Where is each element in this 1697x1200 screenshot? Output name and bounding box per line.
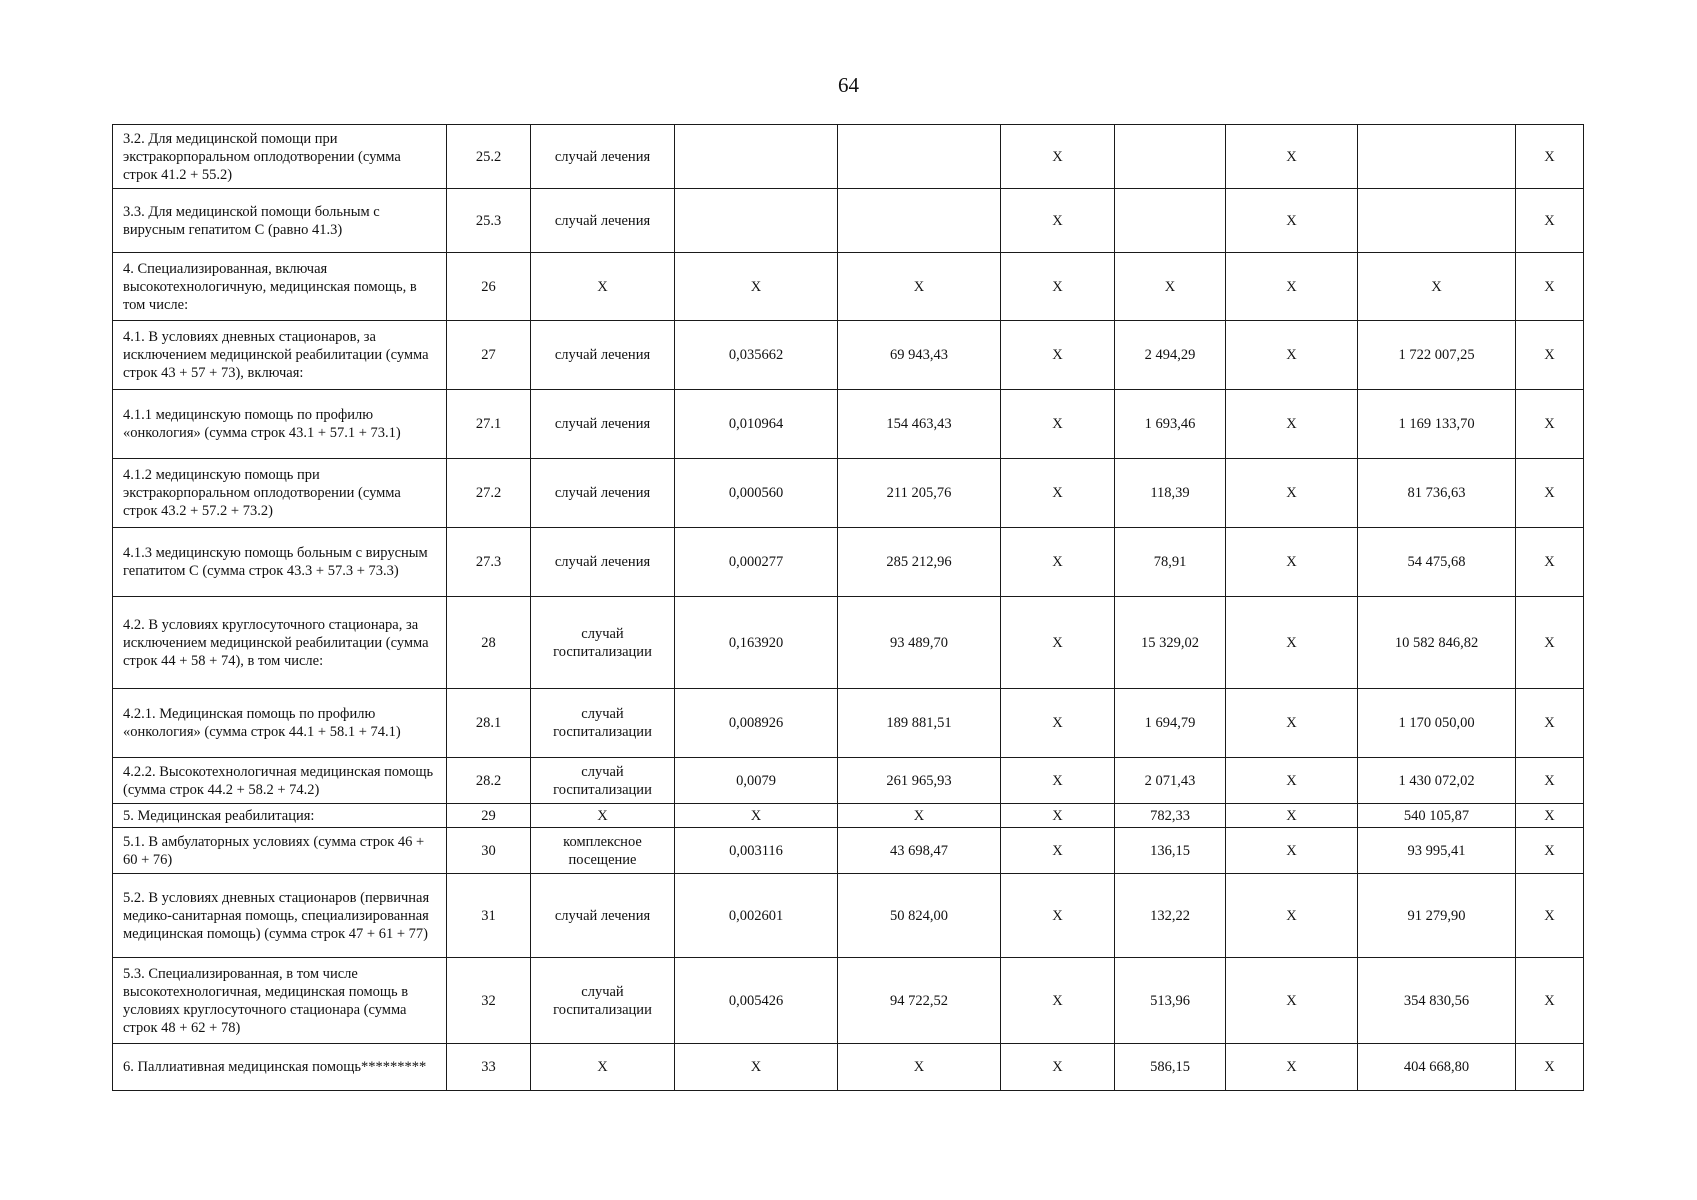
- value-cell-4: 15 329,02: [1115, 597, 1226, 689]
- value-cell-1: 0,035662: [675, 321, 838, 390]
- value-cell-5: Х: [1226, 390, 1358, 459]
- unit-cell: случай лечения: [531, 528, 675, 597]
- value-cell-7: Х: [1516, 459, 1584, 528]
- value-cell-7: Х: [1516, 958, 1584, 1044]
- value-cell-3: Х: [1001, 253, 1115, 321]
- unit-cell: случай госпитализации: [531, 689, 675, 758]
- value-cell-7: Х: [1516, 125, 1584, 189]
- value-cell-1: 0,002601: [675, 874, 838, 958]
- value-cell-7: Х: [1516, 758, 1584, 804]
- value-cell-7: Х: [1516, 689, 1584, 758]
- table-row: [113, 828, 1584, 874]
- value-cell-6: 540 105,87: [1358, 804, 1516, 828]
- table-row: [113, 689, 1584, 758]
- row-name-cell: 4. Специализированная, включая высокотехнологичную, медицинская помощь, в том числе:: [113, 253, 447, 321]
- table-body: [113, 125, 1584, 1091]
- row-number-cell: 27.3: [447, 528, 531, 597]
- row-number-cell: 32: [447, 958, 531, 1044]
- table-row: [113, 125, 1584, 189]
- row-name-cell: 5.3. Специализированная, в том числе высокотехнологичная, медицинская помощь в условиях круглосуточного стационара (сумма строк 48 + 62 + 78): [113, 958, 447, 1044]
- value-cell-2: 43 698,47: [838, 828, 1001, 874]
- table-row: [113, 597, 1584, 689]
- value-cell-5: Х: [1226, 459, 1358, 528]
- value-cell-5: Х: [1226, 597, 1358, 689]
- value-cell-4: 782,33: [1115, 804, 1226, 828]
- value-cell-2: 189 881,51: [838, 689, 1001, 758]
- value-cell-5: Х: [1226, 321, 1358, 390]
- unit-cell: Х: [531, 804, 675, 828]
- value-cell-3: Х: [1001, 874, 1115, 958]
- value-cell-4: 586,15: [1115, 1044, 1226, 1091]
- row-number-cell: 26: [447, 253, 531, 321]
- value-cell-3: Х: [1001, 528, 1115, 597]
- table-row: [113, 459, 1584, 528]
- page-number: 64: [838, 73, 859, 97]
- value-cell-4: [1115, 125, 1226, 189]
- value-cell-3: Х: [1001, 390, 1115, 459]
- row-name-cell: 4.1.2 медицинскую помощь при экстракорпоральном оплодотворении (сумма строк 43.2 + 57.2 + 73.2): [113, 459, 447, 528]
- value-cell-3: Х: [1001, 125, 1115, 189]
- value-cell-4: 132,22: [1115, 874, 1226, 958]
- unit-cell: случай лечения: [531, 459, 675, 528]
- value-cell-5: Х: [1226, 1044, 1358, 1091]
- value-cell-1: Х: [675, 1044, 838, 1091]
- value-cell-2: Х: [838, 1044, 1001, 1091]
- unit-cell: комплексное посещение: [531, 828, 675, 874]
- value-cell-4: Х: [1115, 253, 1226, 321]
- value-cell-2: 154 463,43: [838, 390, 1001, 459]
- value-cell-5: Х: [1226, 828, 1358, 874]
- value-cell-1: Х: [675, 253, 838, 321]
- value-cell-3: Х: [1001, 804, 1115, 828]
- row-number-cell: 27.2: [447, 459, 531, 528]
- row-name-cell: 3.2. Для медицинской помощи при экстракорпоральном оплодотворении (сумма строк 41.2 + 55.2): [113, 125, 447, 189]
- value-cell-2: 261 965,93: [838, 758, 1001, 804]
- row-name-cell: 6. Паллиативная медицинская помощь*********: [113, 1044, 447, 1091]
- row-number-cell: 28: [447, 597, 531, 689]
- value-cell-5: Х: [1226, 189, 1358, 253]
- row-number-cell: 27.1: [447, 390, 531, 459]
- value-cell-6: [1358, 189, 1516, 253]
- row-name-cell: 4.1.3 медицинскую помощь больным с вирусным гепатитом С (сумма строк 43.3 + 57.3 + 73.3): [113, 528, 447, 597]
- value-cell-3: Х: [1001, 689, 1115, 758]
- row-name-cell: 4.1.1 медицинскую помощь по профилю «онкология» (сумма строк 43.1 + 57.1 + 73.1): [113, 390, 447, 459]
- unit-cell: Х: [531, 1044, 675, 1091]
- row-number-cell: 25.3: [447, 189, 531, 253]
- value-cell-4: 118,39: [1115, 459, 1226, 528]
- value-cell-4: 2 071,43: [1115, 758, 1226, 804]
- data-table: [112, 124, 1584, 1091]
- table-row: [113, 321, 1584, 390]
- value-cell-1: 0,008926: [675, 689, 838, 758]
- value-cell-6: 1 430 072,02: [1358, 758, 1516, 804]
- row-number-cell: 30: [447, 828, 531, 874]
- table-row: [113, 528, 1584, 597]
- value-cell-4: 78,91: [1115, 528, 1226, 597]
- table-row: [113, 390, 1584, 459]
- value-cell-5: Х: [1226, 689, 1358, 758]
- value-cell-3: Х: [1001, 758, 1115, 804]
- value-cell-2: 211 205,76: [838, 459, 1001, 528]
- row-number-cell: 33: [447, 1044, 531, 1091]
- value-cell-6: 1 170 050,00: [1358, 689, 1516, 758]
- value-cell-7: Х: [1516, 528, 1584, 597]
- value-cell-6: 404 668,80: [1358, 1044, 1516, 1091]
- value-cell-2: [838, 189, 1001, 253]
- table-row: [113, 758, 1584, 804]
- row-name-cell: 4.2. В условиях круглосуточного стационара, за исключением медицинской реабилитации (сумма строк 44 + 58 + 74), в том числе:: [113, 597, 447, 689]
- row-name-cell: 4.2.2. Высокотехнологичная медицинская помощь (сумма строк 44.2 + 58.2 + 74.2): [113, 758, 447, 804]
- value-cell-3: Х: [1001, 321, 1115, 390]
- value-cell-6: 1 169 133,70: [1358, 390, 1516, 459]
- value-cell-4: 1 693,46: [1115, 390, 1226, 459]
- value-cell-5: Х: [1226, 125, 1358, 189]
- value-cell-5: Х: [1226, 804, 1358, 828]
- value-cell-4: 2 494,29: [1115, 321, 1226, 390]
- table-row: [113, 804, 1584, 828]
- value-cell-2: 69 943,43: [838, 321, 1001, 390]
- value-cell-7: Х: [1516, 253, 1584, 321]
- value-cell-2: Х: [838, 804, 1001, 828]
- table-row: [113, 874, 1584, 958]
- value-cell-2: 93 489,70: [838, 597, 1001, 689]
- row-number-cell: 28.1: [447, 689, 531, 758]
- row-number-cell: 31: [447, 874, 531, 958]
- value-cell-6: 1 722 007,25: [1358, 321, 1516, 390]
- value-cell-1: Х: [675, 804, 838, 828]
- unit-cell: случай лечения: [531, 321, 675, 390]
- value-cell-1: [675, 125, 838, 189]
- row-name-cell: 3.3. Для медицинской помощи больным с вирусным гепатитом С (равно 41.3): [113, 189, 447, 253]
- value-cell-6: 354 830,56: [1358, 958, 1516, 1044]
- value-cell-1: 0,003116: [675, 828, 838, 874]
- table-row: [113, 1044, 1584, 1091]
- value-cell-3: Х: [1001, 597, 1115, 689]
- value-cell-5: Х: [1226, 874, 1358, 958]
- unit-cell: случай лечения: [531, 390, 675, 459]
- value-cell-2: 285 212,96: [838, 528, 1001, 597]
- value-cell-1: 0,000560: [675, 459, 838, 528]
- value-cell-7: Х: [1516, 390, 1584, 459]
- row-number-cell: 25.2: [447, 125, 531, 189]
- value-cell-7: Х: [1516, 828, 1584, 874]
- value-cell-1: 0,0079: [675, 758, 838, 804]
- value-cell-2: Х: [838, 253, 1001, 321]
- value-cell-2: 94 722,52: [838, 958, 1001, 1044]
- value-cell-3: Х: [1001, 828, 1115, 874]
- unit-cell: случай госпитализации: [531, 758, 675, 804]
- value-cell-2: 50 824,00: [838, 874, 1001, 958]
- row-name-cell: 5. Медицинская реабилитация:: [113, 804, 447, 828]
- unit-cell: случай госпитализации: [531, 958, 675, 1044]
- value-cell-7: Х: [1516, 874, 1584, 958]
- row-number-cell: 29: [447, 804, 531, 828]
- value-cell-5: Х: [1226, 958, 1358, 1044]
- value-cell-6: 93 995,41: [1358, 828, 1516, 874]
- value-cell-7: Х: [1516, 321, 1584, 390]
- unit-cell: случай лечения: [531, 189, 675, 253]
- table-row: [113, 253, 1584, 321]
- value-cell-6: 91 279,90: [1358, 874, 1516, 958]
- value-cell-7: Х: [1516, 597, 1584, 689]
- value-cell-4: 1 694,79: [1115, 689, 1226, 758]
- value-cell-3: Х: [1001, 1044, 1115, 1091]
- value-cell-6: [1358, 125, 1516, 189]
- value-cell-6: Х: [1358, 253, 1516, 321]
- value-cell-1: [675, 189, 838, 253]
- value-cell-5: Х: [1226, 528, 1358, 597]
- row-number-cell: 28.2: [447, 758, 531, 804]
- unit-cell: случай госпитализации: [531, 597, 675, 689]
- unit-cell: случай лечения: [531, 125, 675, 189]
- value-cell-2: [838, 125, 1001, 189]
- table-row: [113, 189, 1584, 253]
- value-cell-7: Х: [1516, 804, 1584, 828]
- row-name-cell: 4.1. В условиях дневных стационаров, за исключением медицинской реабилитации (сумма строк 43 + 57 + 73), включая:: [113, 321, 447, 390]
- value-cell-5: Х: [1226, 758, 1358, 804]
- value-cell-7: Х: [1516, 1044, 1584, 1091]
- table-row: [113, 958, 1584, 1044]
- row-name-cell: 5.1. В амбулаторных условиях (сумма строк 46 + 60 + 76): [113, 828, 447, 874]
- value-cell-6: 10 582 846,82: [1358, 597, 1516, 689]
- value-cell-3: Х: [1001, 459, 1115, 528]
- unit-cell: случай лечения: [531, 874, 675, 958]
- value-cell-6: 81 736,63: [1358, 459, 1516, 528]
- value-cell-4: [1115, 189, 1226, 253]
- unit-cell: Х: [531, 253, 675, 321]
- value-cell-6: 54 475,68: [1358, 528, 1516, 597]
- row-name-cell: 5.2. В условиях дневных стационаров (первичная медико-санитарная помощь, специализированная медицинская помощь) (сумма строк 47 + 61 + 77): [113, 874, 447, 958]
- value-cell-7: Х: [1516, 189, 1584, 253]
- value-cell-5: Х: [1226, 253, 1358, 321]
- value-cell-3: Х: [1001, 958, 1115, 1044]
- value-cell-4: 513,96: [1115, 958, 1226, 1044]
- value-cell-3: Х: [1001, 189, 1115, 253]
- value-cell-4: 136,15: [1115, 828, 1226, 874]
- row-number-cell: 27: [447, 321, 531, 390]
- value-cell-1: 0,005426: [675, 958, 838, 1044]
- row-name-cell: 4.2.1. Медицинская помощь по профилю «онкология» (сумма строк 44.1 + 58.1 + 74.1): [113, 689, 447, 758]
- value-cell-1: 0,163920: [675, 597, 838, 689]
- value-cell-1: 0,010964: [675, 390, 838, 459]
- value-cell-1: 0,000277: [675, 528, 838, 597]
